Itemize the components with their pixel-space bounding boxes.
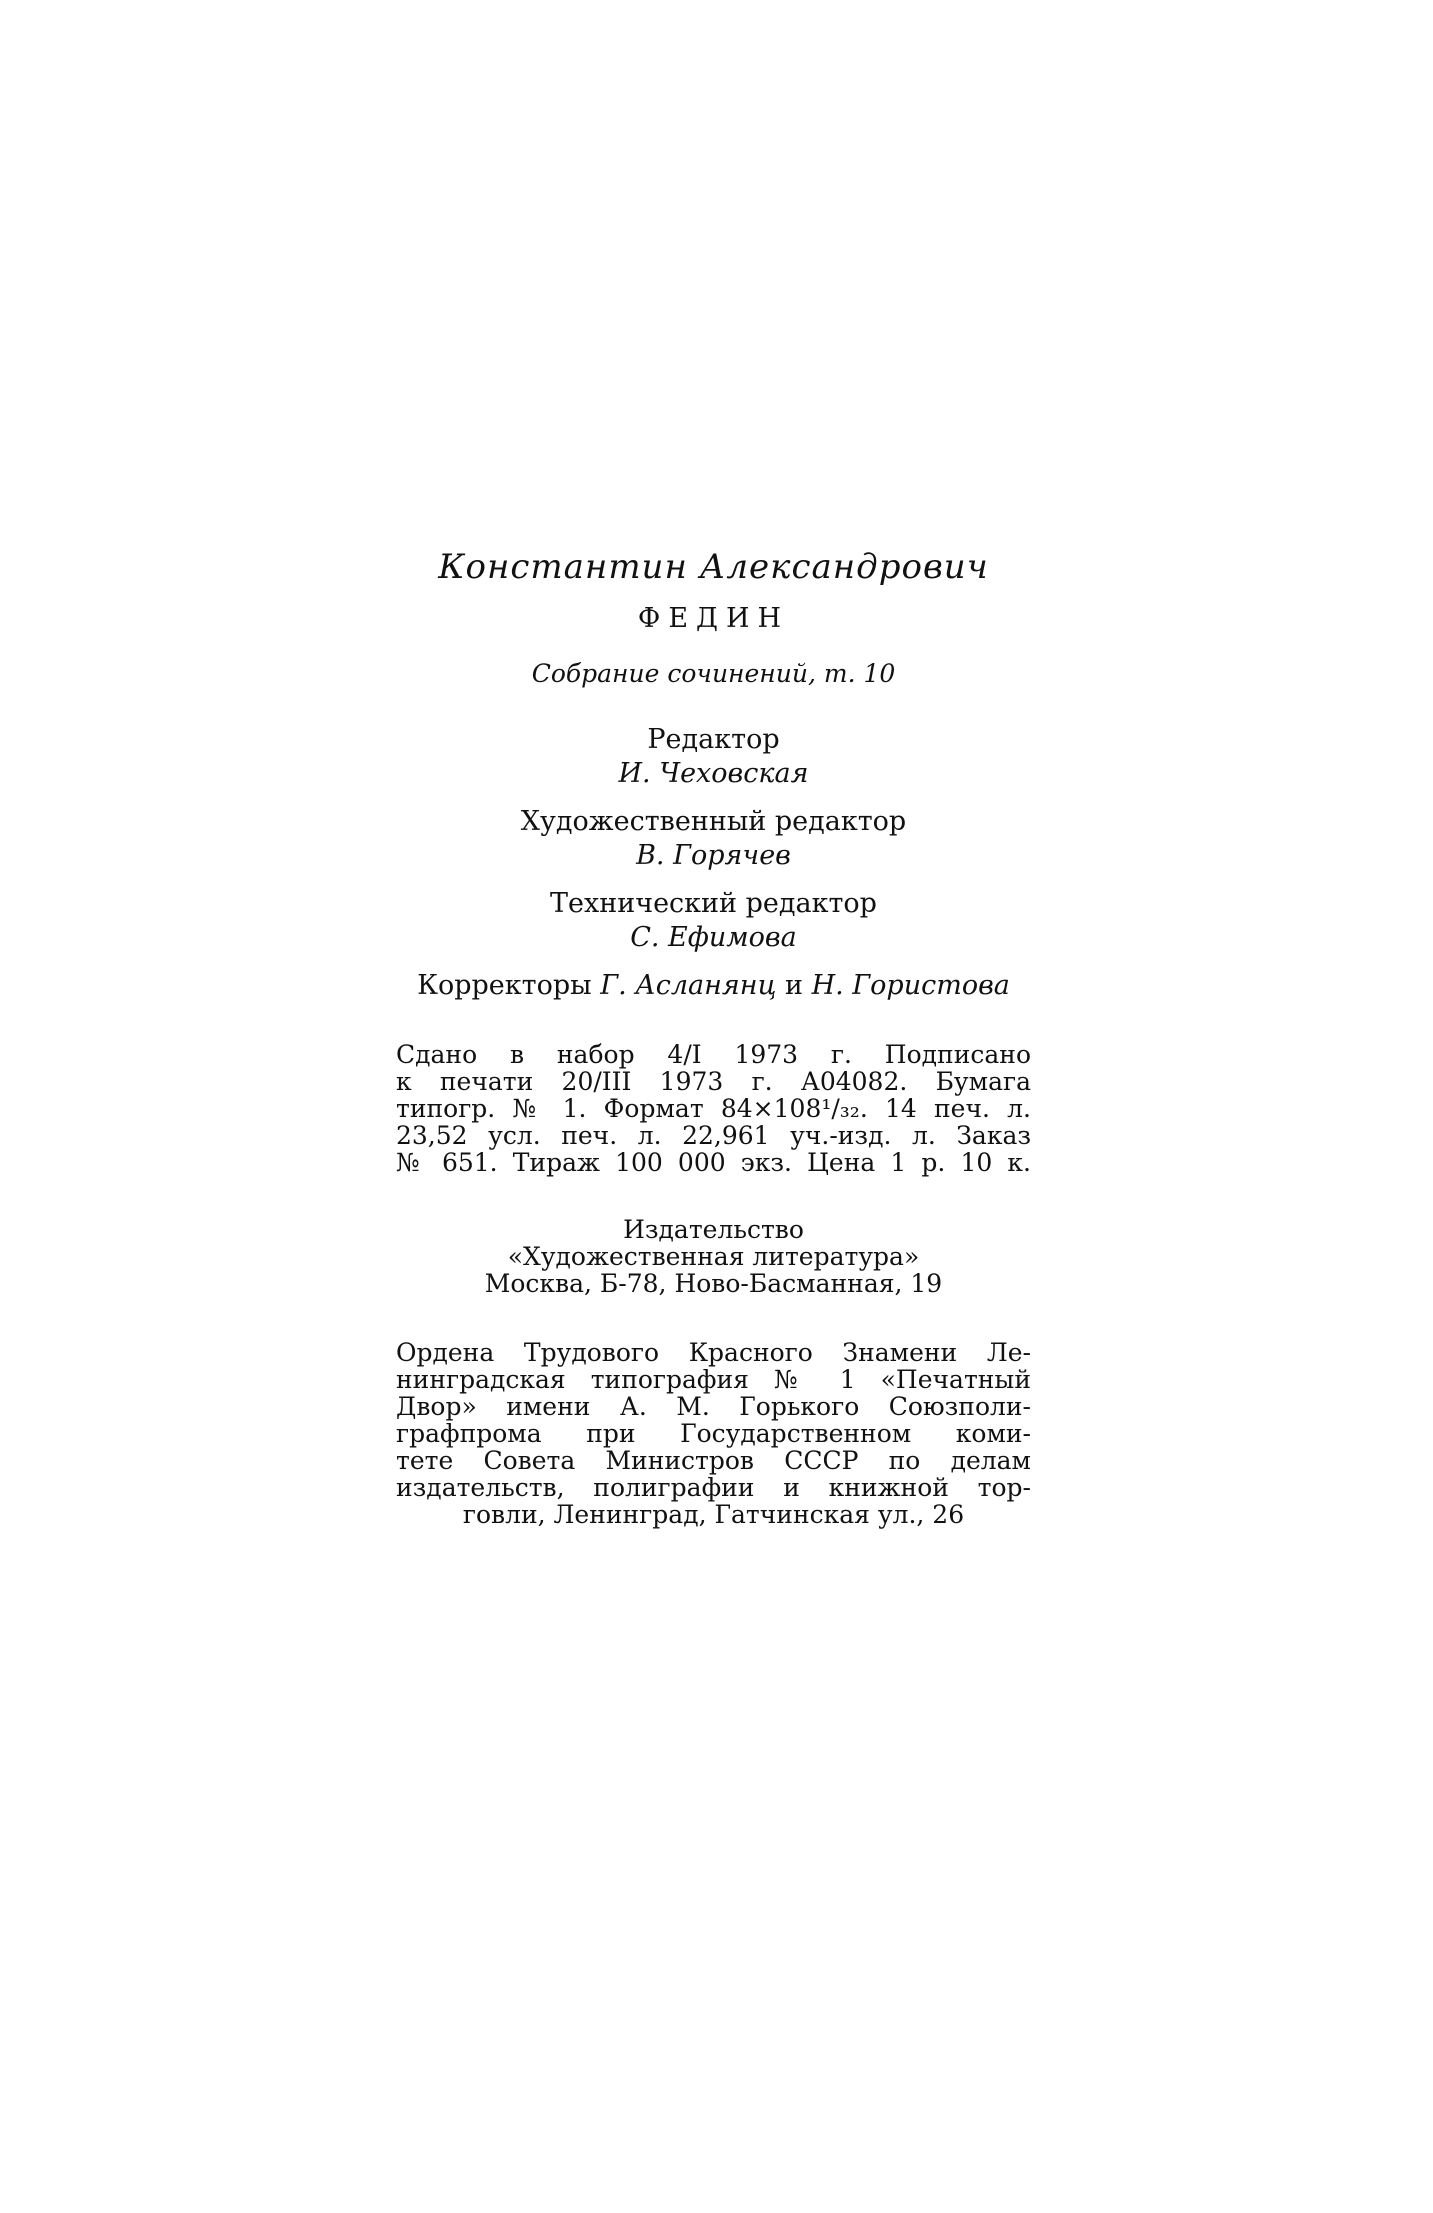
print-data-line: типогр. № 1. Формат 84×108¹/₃₂. 14 печ. л. xyxy=(396,1094,1031,1123)
printer-line: графпрома при Государственном коми- xyxy=(396,1419,1031,1448)
print-data-line: Сдано в набор 4/I 1973 г. Подписано xyxy=(396,1040,1031,1069)
publisher-address: Москва, Б-78, Ново-Басманная, 19 xyxy=(484,1269,943,1298)
print-data-line: № 651. Тираж 100 000 экз. Цена 1 р. 10 к. xyxy=(396,1148,1031,1177)
publisher-label: Издательство xyxy=(623,1215,804,1244)
work-title: Собрание сочинений, т. 10 xyxy=(531,659,896,688)
printer-line: Ордена Трудового Красного Знамени Ле- xyxy=(396,1338,1031,1367)
publisher-name: «Художественная литература» xyxy=(507,1242,920,1271)
tech-editor-name: С. Ефимова xyxy=(630,922,797,953)
correctors-label: Корректоры xyxy=(417,970,592,1001)
art-editor-name: В. Горячев xyxy=(636,840,791,871)
printer-block xyxy=(396,1339,1031,1528)
printer-line: издательств, полиграфии и книжной тор- xyxy=(396,1473,1031,1502)
print-data-line: к печати 20/III 1973 г. А04082. Бумага xyxy=(396,1067,1031,1096)
printer-line: нинградская типография № 1 «Печатный xyxy=(396,1365,1031,1394)
correctors-line xyxy=(396,969,1031,1003)
publisher-block xyxy=(396,1216,1031,1297)
credits-block xyxy=(396,723,1031,955)
corrector-2: Н. Гористова xyxy=(811,970,1010,1001)
print-data xyxy=(396,1041,1031,1176)
printer-line: тете Совета Министров СССР по делам xyxy=(396,1446,1031,1475)
corrector-1: Г. Асланянц xyxy=(600,970,777,1001)
correctors-conjunction: и xyxy=(785,970,803,1001)
art-editor-role: Художественный редактор xyxy=(520,806,907,837)
print-data-line: 23,52 усл. печ. л. 22,961 уч.-изд. л. Заказ xyxy=(396,1121,1031,1150)
tech-editor-role: Технический редактор xyxy=(550,888,877,919)
author-surname: ФЕДИН xyxy=(637,603,790,634)
editor-role: Редактор xyxy=(647,724,780,755)
author-given-names: Константин Александрович xyxy=(438,547,989,587)
printer-line: говли, Ленинград, Гатчинская ул., 26 xyxy=(462,1500,965,1529)
printer-line: Двор» имени А. М. Горького Союзполи- xyxy=(396,1392,1031,1421)
editor-name: И. Чеховская xyxy=(618,758,809,789)
colophon xyxy=(396,545,1031,1528)
